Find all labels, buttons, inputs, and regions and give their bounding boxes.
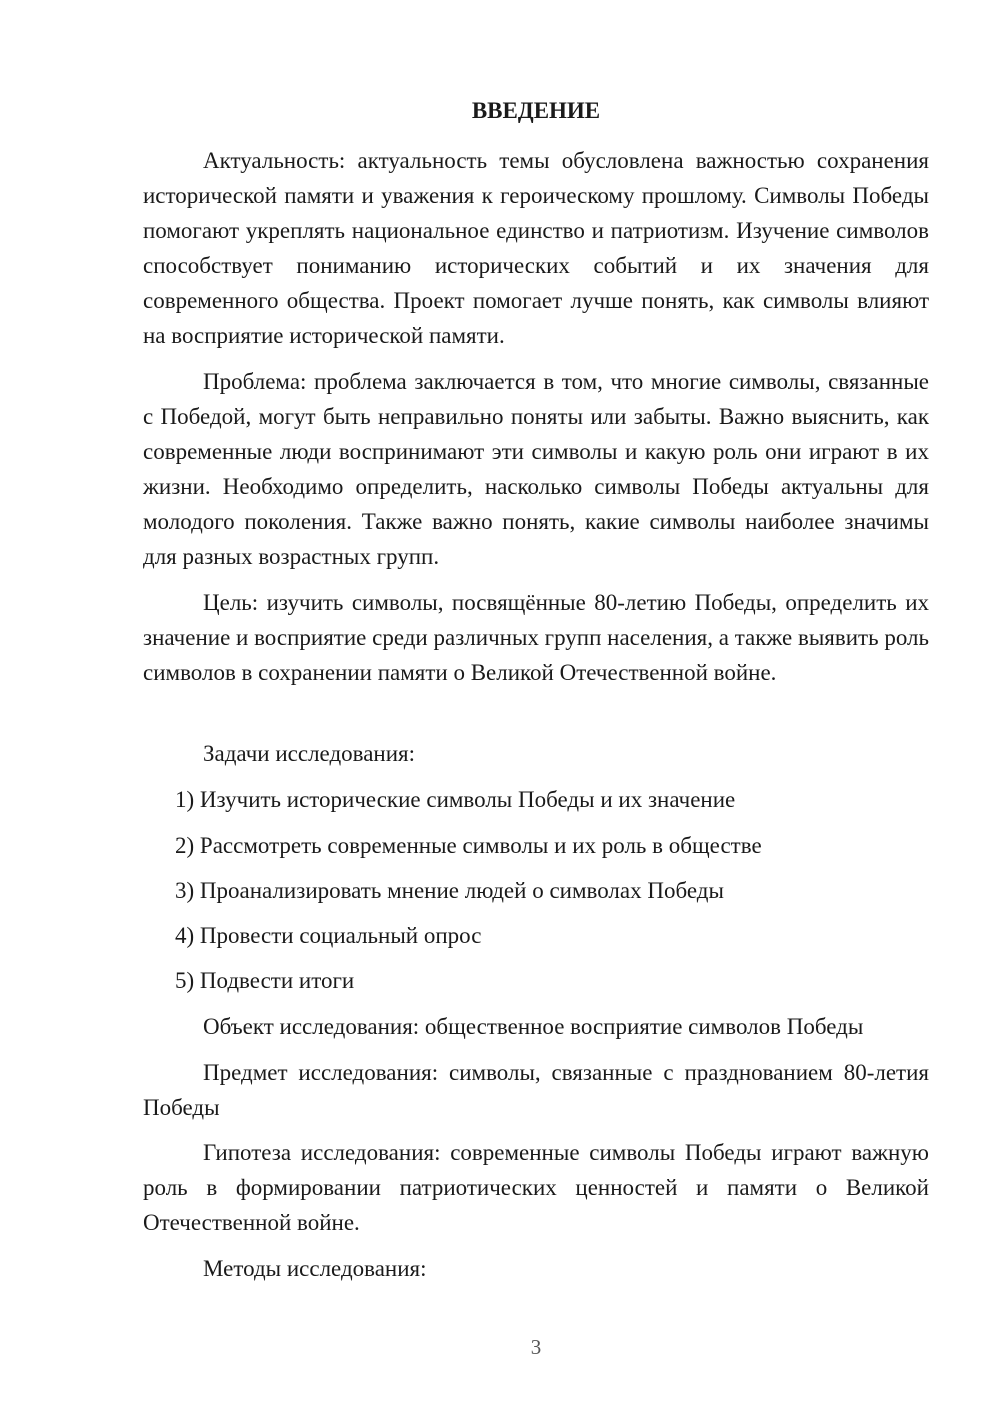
object-paragraph: Объект исследования: общественное восприятие символов Победы [203,1014,864,1039]
hypothesis-paragraph: Гипотеза исследования: современные символы Победы играют важную роль в формировании патриотических ценностей и памяти о Великой Отечественной войне. [143,1140,929,1235]
page-number: 3 [530,1335,542,1359]
page-title: ВВЕДЕНИЕ [471,98,601,123]
task-item: 1) Изучить исторические символы Победы и их значение [175,787,736,812]
task-item: 2) Рассмотреть современные символы и их роль в обществе [175,833,762,858]
task-item: 5) Подвести итоги [175,968,355,993]
task-item: 3) Проанализировать мнение людей о символах Победы [175,878,724,903]
task-item: 4) Провести социальный опрос [175,923,482,948]
methods-title: Методы исследования: [203,1256,427,1281]
problem-paragraph: Проблема: проблема заключается в том, что многие символы, связанные с Победой, могут быть неправильно поняты или забыты. Важно выяснить, как современные люди воспринимают эти символы и какую роль они играют в их жизни. Необходимо определить, насколько символы Победы актуальны для молодого поколения. Также важно понять, какие символы наиболее значимы для разных возрастных групп. [143,369,929,569]
relevance-paragraph: Актуальность: актуальность темы обусловлена важностью сохранения исторической памяти и уважения к героическому прошлому. Символы Победы помогают укреплять национальное единство и патриотизм. Изучение символов способствует пониманию исторических событий и их значения для современного общества. Проект помогает лучше понять, как символы влияют на восприятие исторической памяти. [143,148,929,348]
subject-paragraph: Предмет исследования: символы, связанные с празднованием 80-летия Победы [143,1060,929,1120]
tasks-title: Задачи исследования: [203,741,416,766]
goal-paragraph: Цель: изучить символы, посвящённые 80-летию Победы, определить их значение и восприятие среди различных групп населения, а также выявить роль символов в сохранении памяти о Великой Отечественной войне. [143,590,929,685]
